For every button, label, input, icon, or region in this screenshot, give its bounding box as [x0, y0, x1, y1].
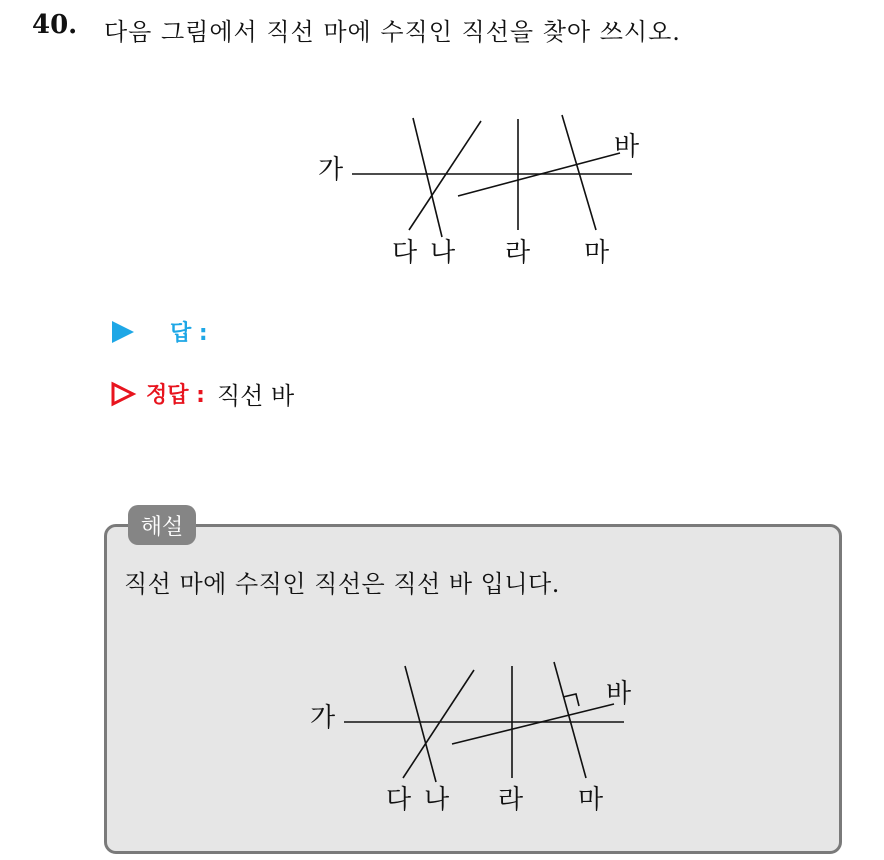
- exp-line-ma: [554, 662, 586, 778]
- label-ga: 가: [318, 155, 344, 185]
- label-ra: 라: [505, 238, 531, 268]
- question-number: 40.: [32, 10, 78, 40]
- exp-line-ba: [452, 704, 614, 744]
- exp-label-na: 나: [424, 785, 450, 815]
- correct-answer-label: 정답 :: [146, 383, 205, 408]
- exp-label-ga: 가: [310, 703, 336, 733]
- exp-label-ba: 바: [606, 679, 632, 709]
- label-ba: 바: [614, 132, 640, 162]
- exp-label-ma: 마: [578, 785, 604, 815]
- question-text: 다음 그림에서 직선 마에 수직인 직선을 찾아 쓰시오.: [104, 18, 681, 46]
- exp-label-da: 다: [386, 785, 412, 815]
- answer-label: 답 :: [170, 321, 208, 346]
- explanation-text: 직선 마에 수직인 직선은 직선 바 입니다.: [124, 570, 560, 598]
- explanation-tab: 해설: [128, 505, 196, 545]
- exp-label-ra: 라: [498, 785, 524, 815]
- exp-line-da: [405, 666, 436, 782]
- label-na: 나: [430, 238, 456, 268]
- exp-line-na: [403, 670, 474, 778]
- label-ma: 마: [584, 238, 610, 268]
- correct-answer-value: 직선 바: [216, 382, 295, 410]
- label-da: 다: [392, 238, 418, 268]
